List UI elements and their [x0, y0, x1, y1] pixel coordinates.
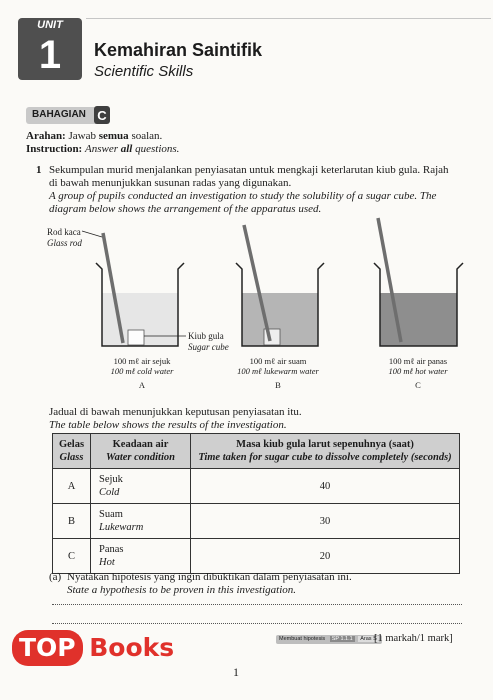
answer-line-1[interactable]: [52, 604, 462, 605]
question-number: 1: [36, 164, 42, 176]
header-glass-english: Glass: [59, 452, 84, 463]
beaker-a-malay: 100 mℓ air sejuk: [113, 356, 171, 366]
cell-time: 30: [191, 504, 460, 539]
sugar-cube-a: [128, 330, 144, 345]
table-intro-malay: Jadual di bawah menunjukkan keputusan penyiasatan itu.: [49, 406, 302, 418]
answer-line-2[interactable]: [52, 623, 462, 624]
topbooks-logo: [12, 630, 174, 666]
cell-glass: B: [53, 504, 91, 539]
cell-time: 20: [191, 539, 460, 574]
cell-glass: C: [53, 539, 91, 574]
beaker-b: [236, 225, 324, 346]
instruction-english-prefix: Instruction:: [26, 143, 83, 155]
part-a-malay: Nyatakan hipotesis yang ingin dibuktikan dalam penyiasatan ini.: [67, 571, 352, 583]
beaker-c: [374, 218, 463, 346]
section-letter: C: [94, 106, 110, 124]
cube-label-english: Sugar cube: [188, 342, 229, 352]
instruction-malay-a: Jawab: [68, 130, 96, 142]
header-time: [191, 434, 460, 469]
instruction-english-b: questions.: [135, 143, 180, 155]
header-time-malay: Masa kiub gula larut sepenuhnya (saat): [236, 439, 414, 450]
header-glass-malay: Gelas: [58, 439, 85, 450]
question-english-line1: A group of pupils conducted an investigation to study the solubility of a sugar cube. The: [49, 190, 437, 202]
cell-condition-malay: Sejuk: [99, 474, 123, 485]
cube-label-malay: Kiub gula: [188, 331, 224, 341]
cell-condition-english: Lukewarm: [99, 522, 144, 533]
cell-condition-english: Cold: [99, 487, 120, 498]
logo-top: TOP: [12, 630, 83, 666]
beaker-a-caption: [92, 356, 192, 390]
instruction-malay-b: soalan.: [131, 130, 163, 142]
cube-label: [188, 331, 229, 353]
section-badge: [26, 107, 108, 124]
rod-label-malay: Rod kaca: [47, 227, 81, 237]
question-malay-line2: di bawah menunjukkan susunan radas yang digunakan.: [49, 177, 292, 189]
beaker-b-malay: 100 mℓ air suam: [249, 356, 307, 366]
instruction-malay-prefix: Arahan:: [26, 130, 66, 142]
beaker-c-malay: 100 mℓ air panas: [388, 356, 448, 366]
chapter-title: Kemahiran Saintifik: [94, 40, 263, 60]
beaker-c-english: 100 mℓ hot water: [388, 366, 448, 376]
skill-tag-sp: SP 1.1.1: [331, 636, 353, 642]
rod-pointer: [82, 231, 102, 237]
part-a-label: (a): [49, 571, 62, 583]
cell-condition-malay: Suam: [99, 509, 123, 520]
header-condition-english: Water condition: [106, 452, 175, 463]
marks-text: [1 markah/1 mark]: [374, 633, 453, 644]
results-table: [52, 433, 460, 574]
beaker-c-letter: C: [415, 380, 421, 390]
table-row: [53, 504, 460, 539]
header-condition: [91, 434, 191, 469]
question-malay-line1: Sekumpulan murid menjalankan penyiasatan untuk mengkaji keterlarutan kiub gula. Rajah: [49, 164, 449, 176]
beaker-a-english: 100 mℓ cold water: [110, 366, 174, 376]
instruction-english-bold: all: [120, 143, 133, 155]
cell-glass: A: [53, 469, 91, 504]
chapter-subtitle: Scientific Skills: [94, 63, 194, 80]
skill-tag-level: Aras S: [360, 636, 377, 642]
table-row: [53, 469, 460, 504]
cell-condition: [91, 539, 191, 574]
unit-label: UNIT: [37, 19, 63, 31]
rod-label-english: Glass rod: [47, 238, 82, 248]
skill-tag-skill: Membuat hipotesis: [279, 636, 326, 642]
beaker-a: [96, 233, 184, 346]
cell-time: 40: [191, 469, 460, 504]
header-condition-malay: Keadaan air: [112, 439, 169, 450]
instruction-malay: [26, 129, 162, 143]
instruction-malay-bold: semua: [98, 130, 129, 142]
beaker-b-caption: [228, 356, 328, 390]
table-row: [53, 539, 460, 574]
header-time-english: Time taken for sugar cube to dissolve completely (seconds): [198, 452, 452, 463]
header-glass: [53, 434, 91, 469]
unit-number: 1: [38, 33, 62, 77]
table-intro-english: The table below shows the results of the investigation.: [49, 419, 287, 431]
cell-condition: [91, 469, 191, 504]
beaker-a-letter: A: [138, 380, 146, 390]
rod-label: [47, 227, 82, 249]
skill-tag: [276, 635, 382, 644]
cell-condition-english: Hot: [99, 557, 115, 568]
table-header-row: [53, 434, 460, 469]
beaker-c-caption: [368, 356, 468, 390]
unit-tab: [18, 18, 82, 80]
section-label: BAHAGIAN: [32, 109, 86, 120]
beaker-b-english: 100 mℓ lukewarm water: [237, 366, 319, 376]
beaker-b-letter: B: [275, 380, 281, 390]
cell-condition-malay: Panas: [99, 544, 124, 555]
logo-books: Books: [89, 633, 175, 662]
page-number: 1: [233, 665, 239, 679]
instruction-english: [26, 142, 179, 156]
water-c: [380, 293, 457, 346]
part-a-english: State a hypothesis to be proven in this investigation.: [67, 584, 297, 596]
question-english-line2: diagram below shows the arrangement of the apparatus used.: [49, 203, 322, 215]
header-rule: [86, 18, 491, 19]
cell-condition: [91, 504, 191, 539]
instruction-english-a: Answer: [84, 143, 118, 155]
